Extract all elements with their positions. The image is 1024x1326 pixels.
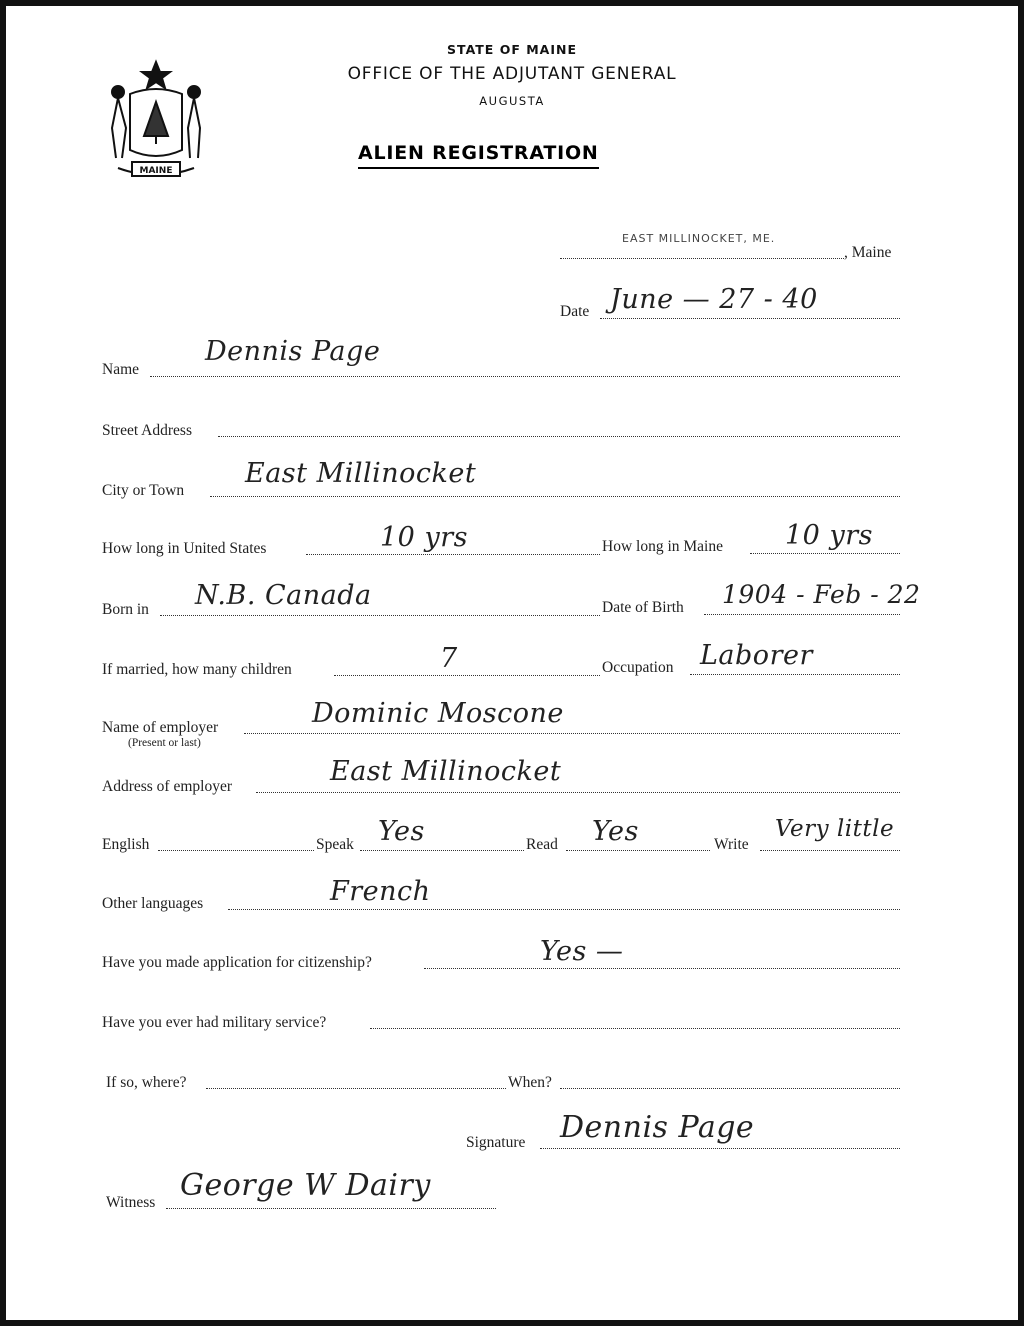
- how-long-us-label: How long in United States: [102, 540, 267, 557]
- other-languages-line: [228, 909, 900, 910]
- how-long-maine-label: How long in Maine: [602, 538, 723, 555]
- employer-line: [244, 733, 900, 734]
- city-line: [210, 496, 900, 497]
- where-label: If so, where?: [106, 1074, 187, 1091]
- employer-address-value[interactable]: East Millinocket: [330, 756, 562, 787]
- speak-label: Speak: [316, 836, 354, 853]
- employer-address-line: [256, 792, 900, 793]
- witness-label: Witness: [106, 1194, 156, 1211]
- write-line: [760, 850, 900, 851]
- occupation-line: [690, 674, 900, 675]
- street-label: Street Address: [102, 422, 192, 439]
- town-stamp-text: EAST MILLINOCKET, ME.: [622, 232, 776, 245]
- dob-value[interactable]: 1904 - Feb - 22: [722, 580, 921, 609]
- town-line: [560, 258, 844, 259]
- children-label: If married, how many children: [102, 661, 292, 678]
- employer-label: Name of employer: [102, 719, 219, 736]
- citizenship-line: [424, 968, 900, 969]
- citizenship-label: Have you made application for citizenship?: [102, 954, 372, 971]
- witness-line: [166, 1208, 496, 1209]
- name-line: [150, 376, 900, 377]
- write-label: Write: [714, 836, 749, 853]
- military-label: Have you ever had military service?: [102, 1014, 327, 1031]
- read-value[interactable]: Yes: [592, 816, 639, 847]
- town-stamp: [622, 232, 775, 245]
- name-label: Name: [102, 361, 140, 378]
- born-in-value[interactable]: N.B. Canada: [195, 580, 372, 611]
- how-long-maine-line: [750, 553, 900, 554]
- signature-value[interactable]: Dennis Page: [560, 1110, 755, 1145]
- how-long-us-line: [306, 554, 600, 555]
- read-line: [566, 850, 710, 851]
- occupation-value[interactable]: Laborer: [700, 640, 813, 671]
- citizenship-value[interactable]: Yes —: [540, 936, 624, 967]
- header-city: AUGUSTA: [479, 94, 545, 108]
- english-label: English: [102, 836, 150, 853]
- maine-label: , Maine: [844, 244, 892, 261]
- signature-label: Signature: [466, 1134, 526, 1151]
- military-line: [370, 1028, 900, 1029]
- how-long-maine-value[interactable]: 10 yrs: [785, 520, 873, 551]
- header-office: OFFICE OF THE ADJUTANT GENERAL: [347, 64, 677, 84]
- write-value[interactable]: Very little: [775, 816, 895, 842]
- employer-note: (Present or last): [128, 737, 201, 749]
- employer-address-label: Address of employer: [102, 778, 232, 795]
- speak-value[interactable]: Yes: [378, 816, 425, 847]
- witness-value[interactable]: George W Dairy: [180, 1168, 431, 1203]
- where-line: [206, 1088, 506, 1089]
- city-label: City or Town: [102, 482, 185, 499]
- children-line: [334, 675, 600, 676]
- other-languages-value[interactable]: French: [330, 876, 431, 907]
- children-value[interactable]: 7: [440, 643, 458, 674]
- date-line: [600, 318, 900, 319]
- date-label: Date: [560, 303, 590, 320]
- signature-line: [540, 1148, 900, 1149]
- dob-line: [704, 614, 900, 615]
- english-line: [158, 850, 314, 851]
- born-in-label: Born in: [102, 601, 149, 618]
- city-value[interactable]: East Millinocket: [245, 458, 477, 489]
- speak-line: [360, 850, 524, 851]
- street-line: [218, 436, 900, 437]
- born-in-line: [160, 615, 600, 616]
- date-value[interactable]: June — 27 - 40: [610, 284, 818, 315]
- employer-value[interactable]: Dominic Moscone: [312, 698, 564, 729]
- when-line: [560, 1088, 900, 1089]
- name-value[interactable]: Dennis Page: [205, 336, 381, 367]
- form-title: ALIEN REGISTRATION: [358, 142, 599, 169]
- seal-text: MAINE: [139, 166, 173, 176]
- dob-label: Date of Birth: [602, 599, 684, 616]
- how-long-us-value[interactable]: 10 yrs: [380, 522, 468, 553]
- occupation-label: Occupation: [602, 659, 674, 676]
- other-languages-label: Other languages: [102, 895, 204, 912]
- read-label: Read: [526, 836, 558, 853]
- when-label: When?: [508, 1074, 552, 1091]
- header-state: STATE OF MAINE: [447, 42, 577, 57]
